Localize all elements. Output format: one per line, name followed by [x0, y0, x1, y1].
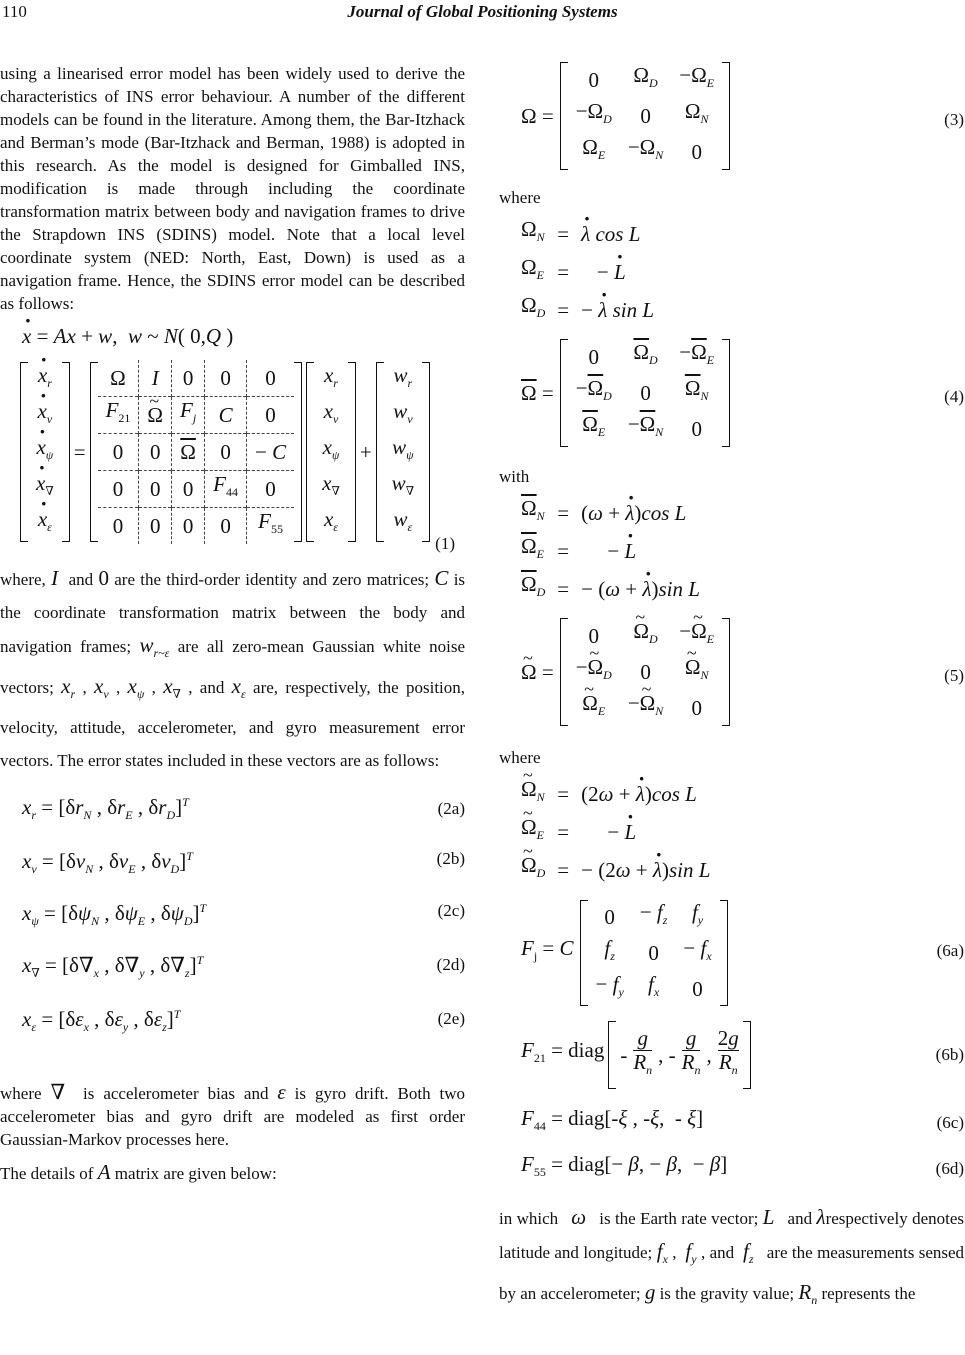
equation-1 — [0, 354, 465, 554]
equation-6c: $F_{44}$ = diag[-ξ , -ξ, - ξ] (6c) — [521, 1106, 964, 1134]
journal-title: Journal of Global Positioning Systems — [347, 2, 618, 21]
equation-5: ~ Ω = 0 ~ $\Omega_D$ −~ $\Omega_E$ −~ $\Omega_D$ 0 ~ $\Omega_N$ ~ $\Omega_E$ −~ $\Omega_N$ 0 (5) — [499, 616, 964, 732]
definitions-paragraph: where, I and 0 are the third-order identity and zero matrices; C is the coordinate transformation matrix between the body and navigation frames; $w_{r\sim\varepsilon}$ are all zero-mean Gaussian white noise vectors; $x_r$ , $x_v$ , $x_\psi$ , $x_\nabla$ , and $x_\varepsilon$ are, respectively, the position, velocity, attitude, accelerometer, and gyro measurement error vectors. The error states included in these vectors are as follows: — [0, 566, 466, 771]
omega-components-1: $\Omega_N$ = · λ cos L $\Omega_E$ = − · L $\Omega_D$ = − · λ sin L — [515, 215, 660, 329]
a-matrix-intro: The details of A matrix are given below: — [0, 1160, 277, 1185]
right-column — [499, 60, 964, 1317]
omega-components-2: $\overline{\Omega}_N$ = (ω + · λ)cos L $\overline{\Omega}_E$ = − · L $\overline{\Omega}_D$ = − (ω + · λ)sin L — [515, 494, 706, 608]
model-equation: · x = Ax + w, w ~ N( 0,Q ) — [22, 325, 465, 348]
error-state-equations: $x_r = [\delta r_N$ , $\delta r_E$ , $\delta r_D]^T$ (2a) $x_v = [\delta v_N$ , $\delta v_E$ , $\delta v_D]^T$ (2b) $x_\psi = [\delta\psi_N$ , $\delta\psi_E$ , $\delta\psi_D]^T$ (2c) $x_\nabla = [\delta\nabla_x$ , $\delta\nabla_y$ , $\delta\nabla_z]^T$ (2d) $x_\varepsilon = [\delta\varepsilon_x$ , $\delta\varepsilon_y$ , $\delta\varepsilon_z]^T$ (2e) — [22, 795, 465, 1035]
equation-4: $\overline{\Omega}$ = 0 $\overline{\Omega}_D$ $-\overline{\Omega}_E$ $-\overline{\Omega}_D$ 0 $\overline{\Omega}_N$ $\overline{\Omega}_E$ $-\overline{\Omega}_N$ 0 (4) — [499, 337, 964, 453]
bias-paragraph: where ∇ is accelerometer bias and ε is gyro drift. Both two accelerometer bias and gyro drift are modeled as first order Gaussian-Markov processes here. — [0, 1080, 466, 1150]
state-matrix-equation: · $x_r$ · $x_v$ · $x_\psi$ · $x_\nabla$ · $x_\varepsilon$ = Ω I 0 0 0 $F_{21}$ ~ Ω $F_j$ C 0 0 0 $\overline{\Omega}$ 0 − C 0 0 0 $F_{44}$ 0 0 0 0 0 $F_{55}$ $x_r$ $x_v$ $x_\psi$ $x_\nabla$ $x_\varepsilon$ + $w_r$ $w_v$ $w_\psi$ $w_\nabla$ $w_\varepsilon$ — [20, 360, 430, 544]
left-column — [0, 62, 465, 1185]
symbols-paragraph: in which ω is the Earth rate vector; L and λrespectively denotes latitude and longitude; $f_x$ , $f_y$ , and $f_z$ are the measurements sensed by an accelerometer; g is the gravity value; $R_n$ represents the — [499, 1205, 965, 1308]
equation-3: Ω = 0 $\Omega_D$ $-\Omega_E$ $-\Omega_D$ 0 $\Omega_N$ $\Omega_E$ $-\Omega_N$ 0 (3) — [499, 60, 964, 176]
with-label: with — [499, 467, 530, 486]
equation-6b: $F_{21}$ = diag - g $R_n$ , - g $R_n$ , 2g $R_n$ (6b) — [499, 1019, 964, 1095]
where-label-1: where — [499, 188, 541, 207]
eq1-number: (1) — [435, 534, 455, 553]
equation-6a: $F_j = C$ 0 − $f_z$ $f_y$ $f_z$ 0 − $f_x$ − $f_y$ $f_x$ 0 (6a) — [499, 897, 964, 1009]
omega-components-3: ~ $\Omega_N$ = (2ω + · λ)cos L ~ $\Omega_E$ = − · L ~ $\Omega_D$ = − (2ω + · λ)sin L — [515, 775, 716, 889]
intro-paragraph: using a linearised error model has been widely used to derive the characteristics of INS error behaviour. A number of the different models can be found in the literature. Among them, the Bar-Itzhack and Berman’s mode (Bar-Itzhack and Berman, 1988) is adopted in this research. As the model is designed for Gimballed INS, modification is made through including the coordinate transformation matrix between body and navigation frames to drive the Strapdown INS (SDINS) model. Note that a local level coordinate system (NED: North, East, Down) is used as a navigation frame. Hence, the SDINS error model can be described as follows: — [0, 64, 465, 313]
page-header — [0, 0, 965, 26]
where-label-2: where — [499, 748, 541, 767]
equation-6d: $F_{55}$ = diag[− β, − β, − β] (6d) — [521, 1152, 964, 1180]
page-number: 110 — [2, 2, 27, 21]
